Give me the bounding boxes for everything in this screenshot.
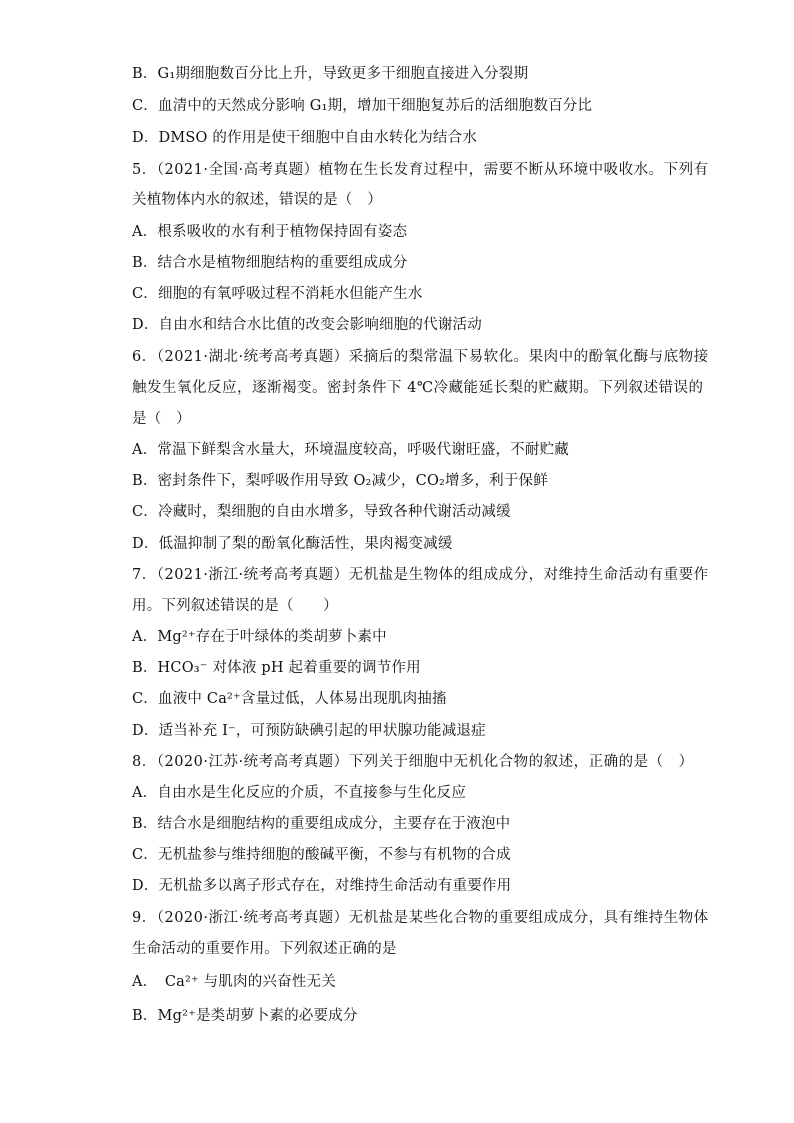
q6-option-c: C．冷藏时，梨细胞的自由水增多，导致各种代谢活动减缓 bbox=[132, 504, 511, 520]
question-6-stem-end: 是（ ） bbox=[132, 411, 191, 427]
q7-option-a: A．Mg²⁺存在于叶绿体的类胡萝卜素中 bbox=[132, 629, 387, 645]
question-6-stem-cont: 触发生氧化反应，逐渐褐变。密封条件下 4℃冷藏能延长梨的贮藏期。下列叙述错误的 bbox=[132, 380, 704, 396]
q8-option-a: A．自由水是生化反应的介质，不直接参与生化反应 bbox=[132, 785, 467, 801]
q9-option-b: B．Mg²⁺是类胡萝卜素的必要成分 bbox=[132, 1008, 358, 1024]
q7-option-d: D．适当补充 I⁻，可预防缺碘引起的甲状腺功能减退症 bbox=[132, 723, 486, 739]
question-9-stem: 9．（2020·浙江·统考高考真题）无机盐是某些化合物的重要组成成分，具有维持生物体 bbox=[132, 910, 709, 926]
q8-option-b: B．结合水是细胞结构的重要组成成分，主要存在于液泡中 bbox=[132, 816, 511, 832]
question-8-stem: 8．（2020·江苏·统考高考真题）下列关于细胞中无机化合物的叙述，正确的是（ ） bbox=[132, 754, 694, 770]
q8-option-d: D．无机盐多以离子形式存在，对维持生命活动有重要作用 bbox=[132, 878, 512, 894]
question-7-stem-cont: 用。下列叙述错误的是（ ） bbox=[132, 598, 338, 614]
option-d-line: D．DMSO 的作用是使干细胞中自由水转化为结合水 bbox=[132, 130, 478, 146]
q5-option-c: C．细胞的有氧呼吸过程不消耗水但能产生水 bbox=[132, 286, 423, 302]
q6-option-d: D．低温抑制了梨的酚氧化酶活性，果肉褐变减缓 bbox=[132, 536, 453, 552]
q6-option-a: A．常温下鲜梨含水量大，环境温度较高，呼吸代谢旺盛，不耐贮藏 bbox=[132, 442, 569, 458]
question-7-stem: 7．（2021·浙江·统考高考真题）无机盐是生物体的组成成分，对维持生命活动有重要作 bbox=[132, 567, 709, 583]
option-c-line: C．血清中的天然成分影响 G₁期，增加干细胞复苏后的活细胞数百分比 bbox=[132, 98, 593, 114]
q6-option-b: B．密封条件下，梨呼吸作用导致 O₂减少，CO₂增多，利于保鲜 bbox=[132, 473, 548, 489]
q7-option-c: C．血液中 Ca²⁺含量过低，人体易出现肌肉抽搐 bbox=[132, 691, 447, 707]
q5-option-b: B．结合水是植物细胞结构的重要组成成分 bbox=[132, 255, 408, 271]
question-5-stem: 5．（2021·全国·高考真题）植物在生长发育过程中，需要不断从环境中吸收水。下列有 bbox=[132, 162, 709, 178]
q8-option-c: C．无机盐参与维持细胞的酸碱平衡，不参与有机物的合成 bbox=[132, 847, 511, 863]
question-5-stem-cont: 关植物体内水的叙述，错误的是（ ） bbox=[132, 192, 382, 208]
q5-option-a: A．根系吸收的水有利于植物保持固有姿态 bbox=[132, 224, 408, 240]
q5-option-d: D．自由水和结合水比值的改变会影响细胞的代谢活动 bbox=[132, 317, 482, 333]
question-6-stem: 6．（2021·湖北·统考高考真题）采摘后的梨常温下易软化。果肉中的酚氧化酶与底物接 bbox=[132, 349, 709, 365]
option-b-line: B．G₁期细胞数百分比上升，导致更多干细胞直接进入分裂期 bbox=[132, 66, 529, 82]
q9-option-a: A． Ca²⁺ 与肌肉的兴奋性无关 bbox=[132, 974, 336, 990]
q7-option-b: B．HCO₃⁻ 对体液 pH 起着重要的调节作用 bbox=[132, 660, 421, 676]
question-9-stem-cont: 生命活动的重要作用。下列叙述正确的是 bbox=[132, 941, 397, 957]
